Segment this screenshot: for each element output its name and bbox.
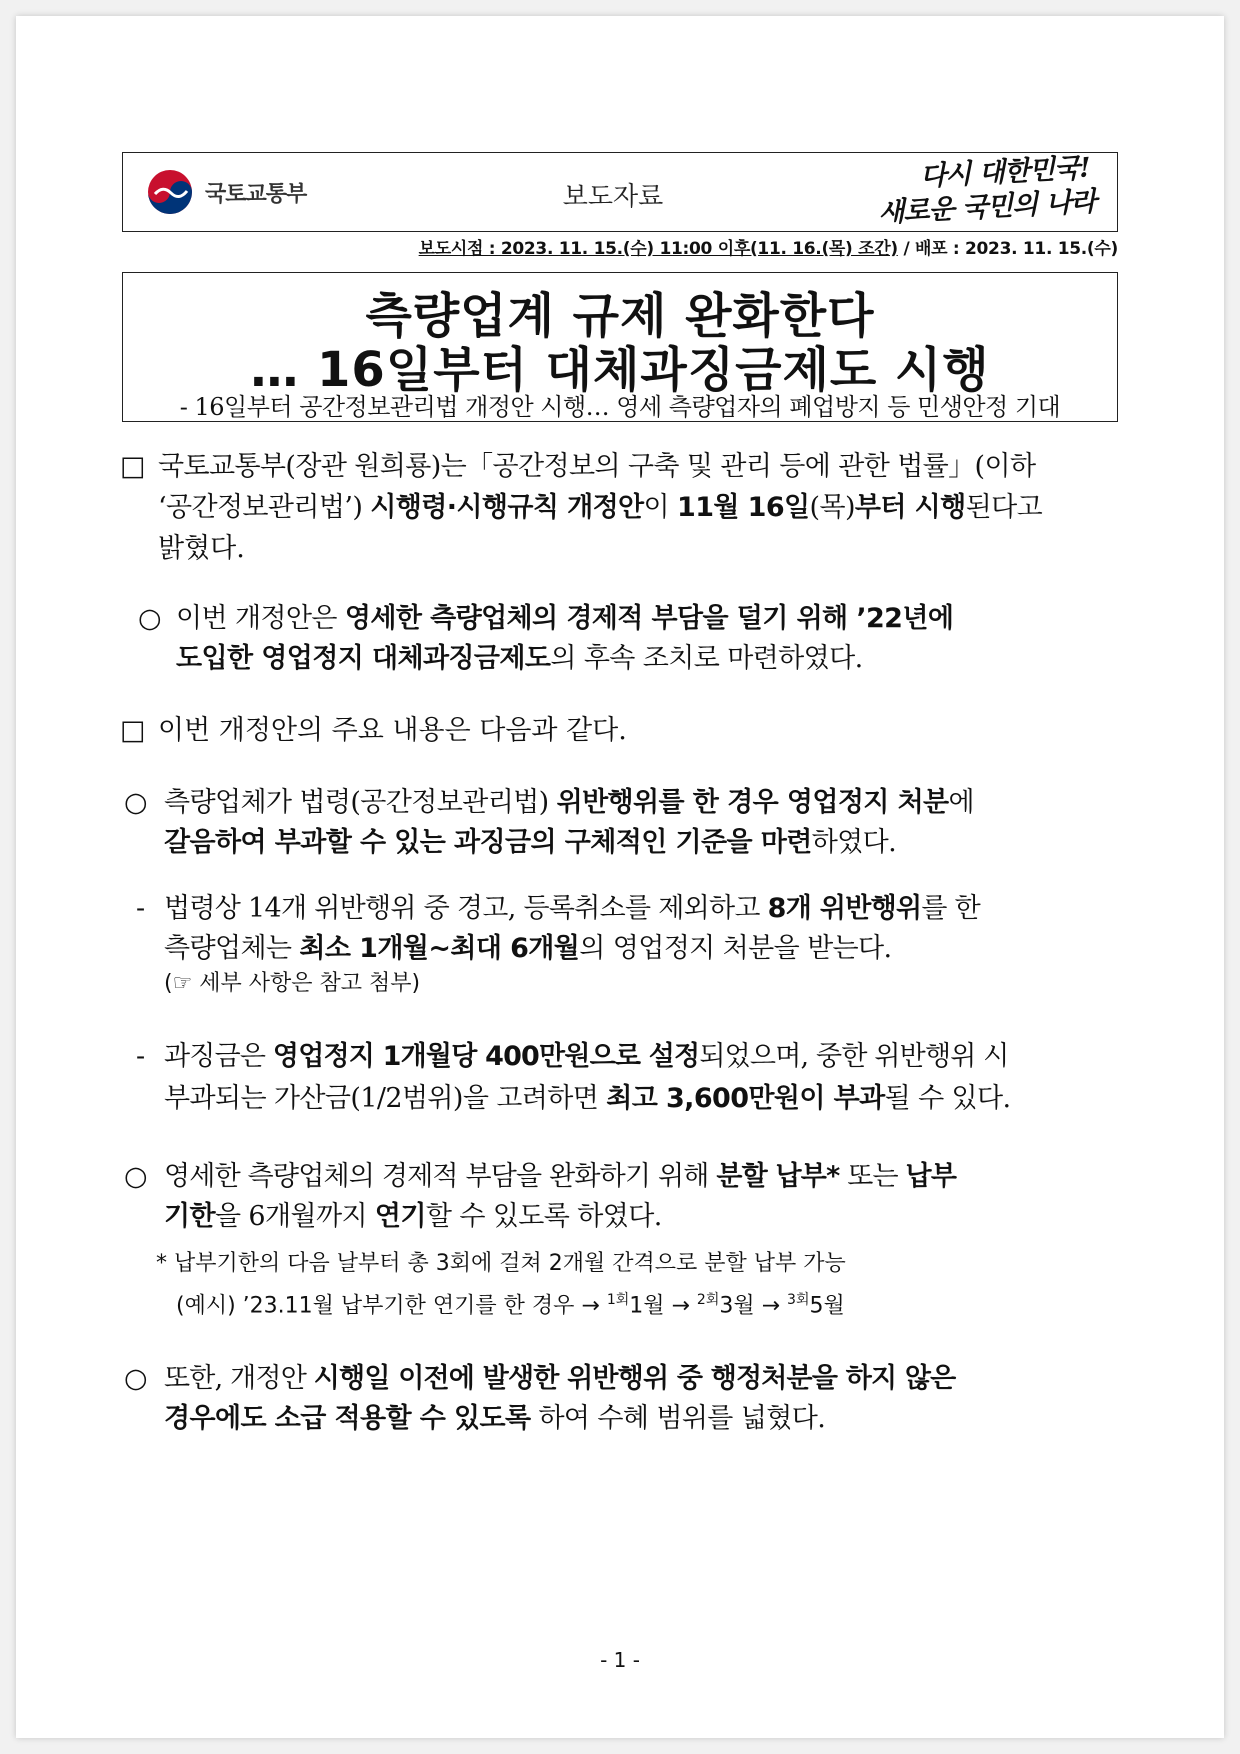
distribution-date: 배포 : 2023. 11. 15.(수) <box>915 239 1118 259</box>
document-type: 보도자료 <box>562 182 664 212</box>
section-bullet: □ <box>120 715 146 746</box>
paragraph-1-line-1: 국토교통부(장관 원희룡)는「공간정보의 구축 및 관리 등에 관한 법률」(이하 <box>158 451 1036 482</box>
paragraph-8-line-1: 또한, 개정안 시행일 이전에 발생한 위반행위 중 행정처분을 하지 않은 <box>164 1363 956 1394</box>
dash-bullet: - <box>136 893 146 924</box>
release-separator: / <box>897 239 916 259</box>
slogan-line-1: 다시 대한민국! <box>919 152 1091 193</box>
title-box <box>122 272 1118 422</box>
circle-bullet: ○ <box>124 1363 148 1394</box>
government-emblem-icon <box>145 167 195 217</box>
slogan-line-2: 새로운 국민의 나라 <box>877 186 1097 229</box>
release-time: 보도시점 : 2023. 11. 15.(수) 11:00 이후(11. 16.(목) 조간) <box>418 239 898 259</box>
paragraph-2-line-2: 도입한 영업정지 대체과징금제도의 후속 조치로 마련하였다. <box>176 643 863 674</box>
paragraph-3-line-1: 이번 개정안의 주요 내용은 다음과 같다. <box>158 715 627 746</box>
paragraph-2-line-1: 이번 개정안은 영세한 측량업체의 경제적 부담을 덜기 위해 ’22년에 <box>176 603 954 634</box>
reference-note: (☞ 세부 사항은 참고 첨부) <box>164 971 421 996</box>
circle-bullet: ○ <box>124 1161 148 1192</box>
paragraph-4-line-2: 갈음하여 부과할 수 있는 과징금의 구체적인 기준을 마련하였다. <box>164 827 897 858</box>
header-box <box>122 152 1118 232</box>
circle-bullet: ○ <box>124 787 148 818</box>
subheadline: - 16일부터 공간정보관리법 개정안 시행… 영세 측량업자의 폐업방지 등 민생안정 기대 <box>179 393 1061 421</box>
paragraph-1-line-3: 밝혔다. <box>158 533 245 564</box>
paragraph-6-line-1: 과징금은 영업정지 1개월당 400만원으로 설정되었으며, 중한 위반행위 시 <box>164 1041 1009 1072</box>
footnote-line-1: * 납부기한의 다음 날부터 총 3회에 걸쳐 2개월 간격으로 분할 납부 가능 <box>156 1251 846 1276</box>
release-info <box>122 234 1118 259</box>
headline-line-1: 측량업계 규제 완화한다 <box>365 288 875 344</box>
paragraph-5-line-1: 법령상 14개 위반행위 중 경고, 등록취소를 제외하고 8개 위반행위를 한 <box>164 893 981 924</box>
circle-bullet: ○ <box>138 603 162 634</box>
paragraph-4-line-1: 측량업체가 법령(공간정보관리법) 위반행위를 한 경우 영업정지 처분에 <box>164 787 975 818</box>
headline-line-2: … 16일부터 대체과징금제도 시행 <box>250 342 990 398</box>
footnote-line-2: (예시) ’23.11월 납부기한 연기를 한 경우 → $^{1회}$1월 → $^{2회}$3월 → $^{3회}$5월 <box>176 1292 845 1319</box>
paragraph-6-line-2: 부과되는 가산금(1/2범위)을 고려하면 최고 3,600만원이 부과될 수 있다. <box>164 1083 1011 1114</box>
ministry-name: 국토교통부 <box>205 182 307 207</box>
paragraph-7-line-2: 기한을 6개월까지 연기할 수 있도록 하였다. <box>164 1201 662 1232</box>
section-bullet: □ <box>120 451 146 482</box>
slogan-logo <box>873 151 1096 234</box>
page-number: - 1 - <box>600 1648 640 1672</box>
dash-bullet: - <box>136 1041 146 1072</box>
paragraph-7-line-1: 영세한 측량업체의 경제적 부담을 완화하기 위해 분할 납부* 또는 납부 <box>164 1161 957 1192</box>
paragraph-5-line-2: 측량업체는 최소 1개월~최대 6개월의 영업정지 처분을 받는다. <box>164 933 892 964</box>
paragraph-8-line-2: 경우에도 소급 적용할 수 있도록 하여 수혜 범위를 넓혔다. <box>164 1403 826 1434</box>
paragraph-1-line-2: ‘공간정보관리법’) 시행령·시행규칙 개정안이 11월 16일(목)부터 시행된다고 <box>158 492 1043 523</box>
document-page <box>16 16 1224 1738</box>
